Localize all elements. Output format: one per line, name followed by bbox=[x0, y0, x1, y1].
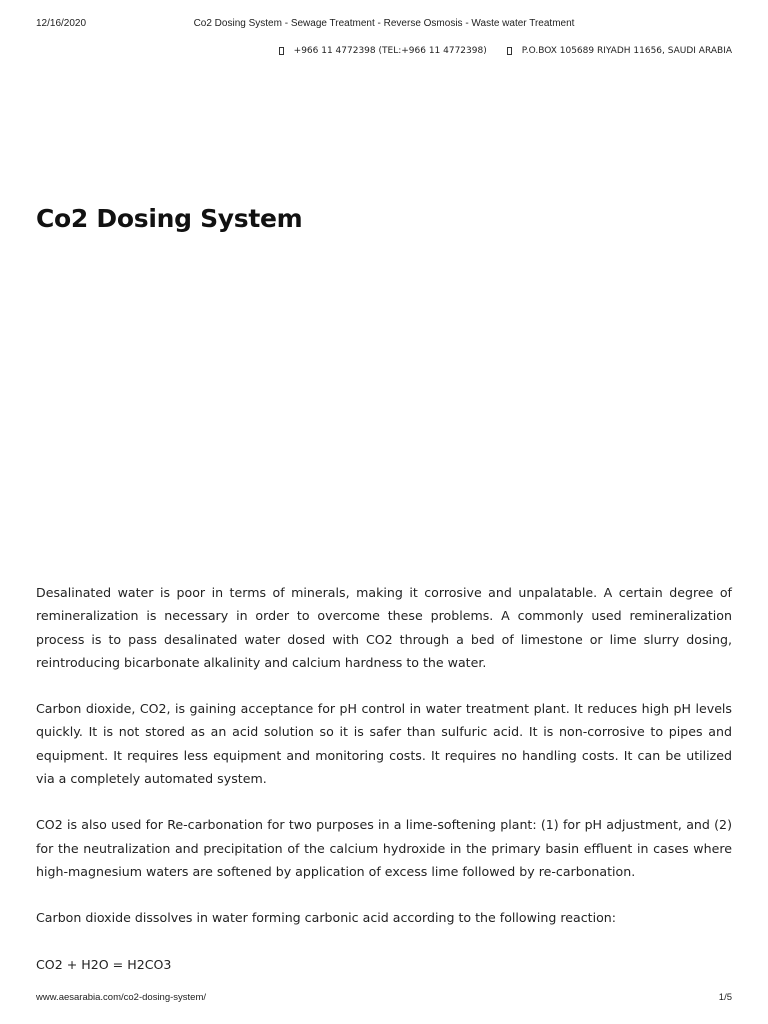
print-header bbox=[36, 18, 732, 32]
print-footer bbox=[36, 992, 732, 1006]
contact-phone-text: +966 11 4772398 (TEL:+966 11 4772398) bbox=[293, 46, 487, 56]
contact-address-text: P.O.BOX 105689 RIYADH 11656, SAUDI ARABIA bbox=[521, 46, 732, 56]
contact-bar bbox=[279, 44, 732, 58]
page-title: Co2 Dosing System bbox=[36, 204, 303, 233]
print-date: 12/16/2020 bbox=[36, 18, 87, 29]
paragraph: CO2 is also used for Re-carbonation for two purposes in a lime-softening plant: (1) for pH adjustment, and (2) for the neutralization and precipitation of the calcium hydroxide in the primary basin effluent in cases where high-magnesium waters are softened by application of excess lime followed by re-carbonation. bbox=[36, 817, 732, 879]
contact-phone[interactable] bbox=[279, 46, 487, 56]
page-number: 1/5 bbox=[718, 992, 732, 1003]
article-body bbox=[36, 581, 732, 999]
footer-url[interactable]: www.aesarabia.com/co2-dosing-system/ bbox=[36, 992, 207, 1003]
location-icon bbox=[507, 47, 512, 55]
paragraph: Carbon dioxide dissolves in water forming carbonic acid according to the following reaction: bbox=[36, 910, 617, 926]
equation: CO2 + H2O = H2CO3 bbox=[36, 956, 172, 972]
paragraph: Carbon dioxide, CO2, is gaining acceptance for pH control in water treatment plant. It reduces high pH levels quickly. It is not stored as an acid solution so it is safer than sulfuric acid. It is non-corrosive to pipes and equipment. It requires less equipment and monitoring costs. It requires no handling costs. It can be utilized via a completely automated system. bbox=[36, 701, 732, 787]
paragraph: Desalinated water is poor in terms of minerals, making it corrosive and unpalatable. A certain degree of remineralization is necessary in order to overcome these problems. A commonly used remineralization process is to pass desalinated water dosed with CO2 through a bed of limestone or lime slurry dosing, reintroducing bicarbonate alkalinity and calcium hardness to the water. bbox=[36, 585, 732, 670]
contact-address bbox=[507, 46, 732, 56]
phone-icon bbox=[279, 47, 284, 55]
print-page-title: Co2 Dosing System - Sewage Treatment - Reverse Osmosis - Waste water Treatment bbox=[193, 18, 575, 29]
